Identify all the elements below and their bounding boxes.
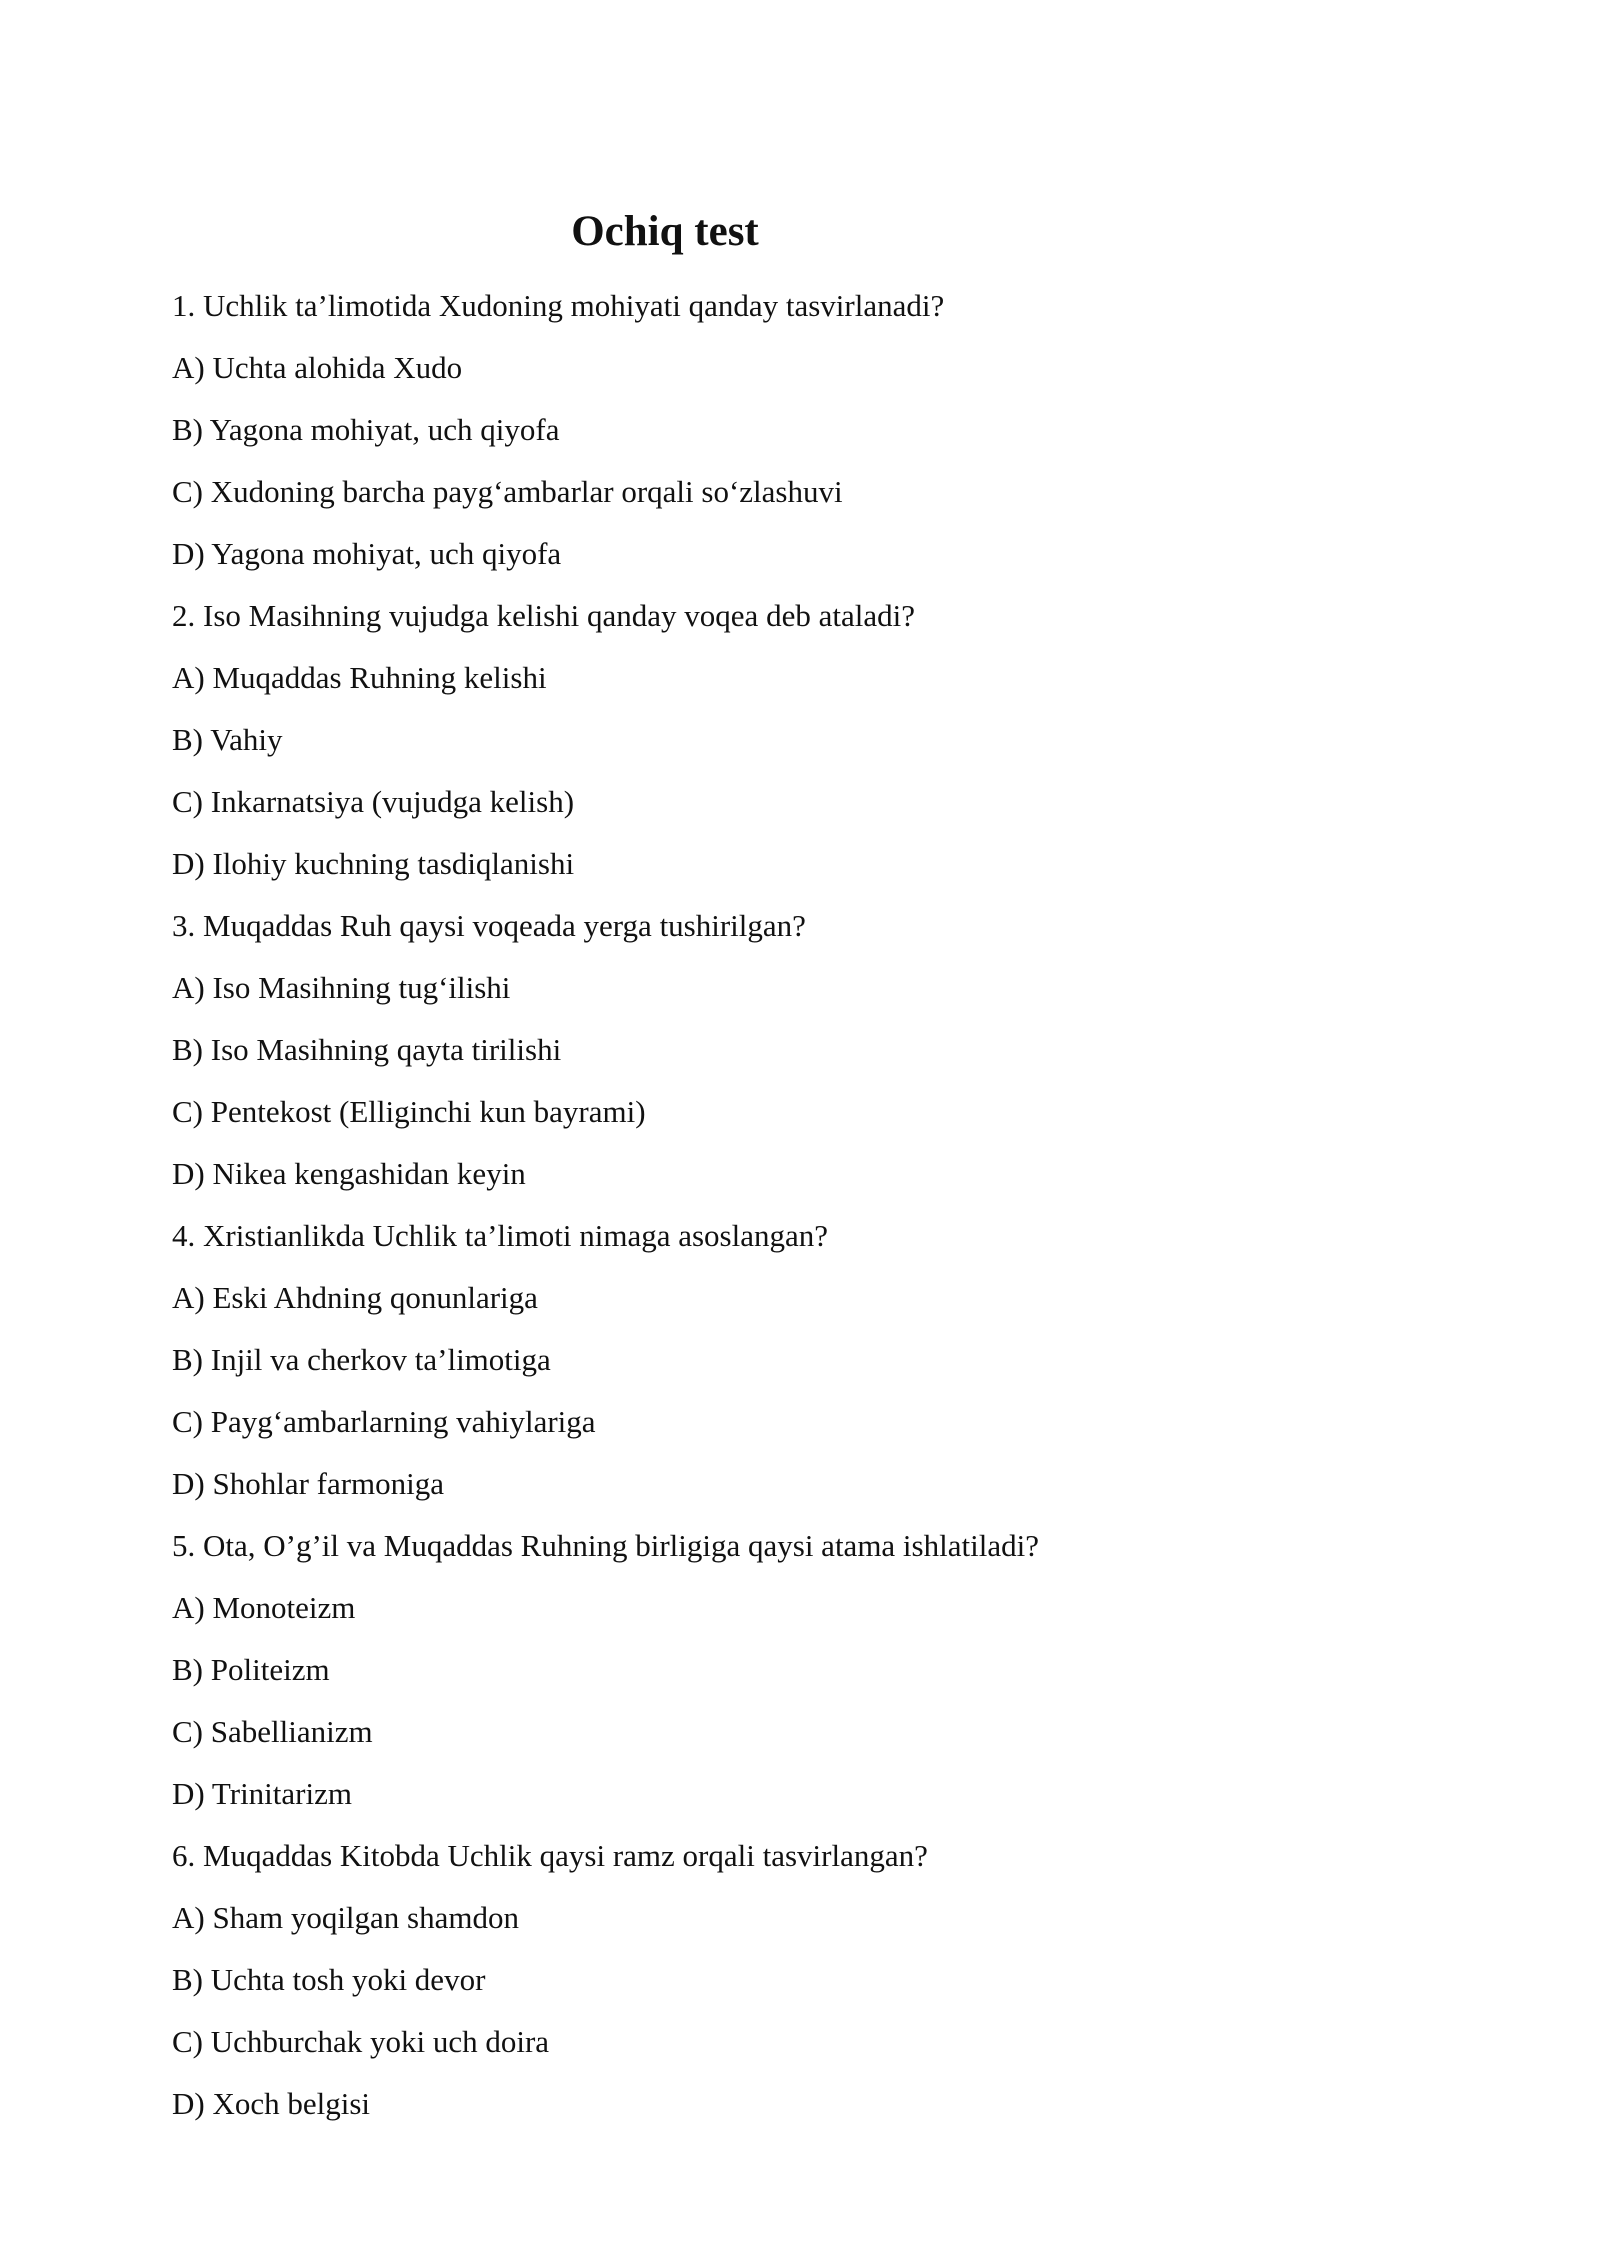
answer-option: D) Yagona mohiyat, uch qiyofa <box>172 536 562 571</box>
answer-option: B) Vahiy <box>172 722 283 757</box>
answer-option: D) Shohlar farmoniga <box>172 1466 445 1501</box>
answer-option: D) Nikea kengashidan keyin <box>172 1156 526 1191</box>
answer-option: C) Xudoning barcha payg‘ambarlar orqali so‘zlashuvi <box>172 474 843 509</box>
question-text: 3. Muqaddas Ruh qaysi voqeada yerga tushirilgan? <box>172 908 806 943</box>
answer-option: B) Injil va cherkov ta’limotiga <box>172 1342 551 1377</box>
answer-option: A) Iso Masihning tug‘ilishi <box>172 970 511 1005</box>
answer-option: A) Uchta alohida Xudo <box>172 350 463 385</box>
question-text: 4. Xristianlikda Uchlik ta’limoti nimaga asoslangan? <box>172 1218 829 1253</box>
answer-option: C) Pentekost (Elliginchi kun bayrami) <box>172 1094 646 1129</box>
answer-option: A) Monoteizm <box>172 1590 356 1625</box>
answer-option: B) Iso Masihning qayta tirilishi <box>172 1032 562 1067</box>
answer-option: D) Trinitarizm <box>172 1776 352 1811</box>
page-title: Ochiq test <box>571 208 759 255</box>
answer-option: B) Uchta tosh yoki devor <box>172 1962 486 1997</box>
answer-option: B) Yagona mohiyat, uch qiyofa <box>172 412 560 447</box>
answer-option: A) Muqaddas Ruhning kelishi <box>172 660 547 695</box>
question-text: 1. Uchlik ta’limotida Xudoning mohiyati qanday tasvirlanadi? <box>172 288 945 323</box>
answer-option: C) Payg‘ambarlarning vahiylariga <box>172 1404 596 1439</box>
question-list <box>172 275 1472 2135</box>
answer-option: A) Sham yoqilgan shamdon <box>172 1900 519 1935</box>
answer-option: D) Ilohiy kuchning tasdiqlanishi <box>172 846 575 881</box>
answer-option: B) Politeizm <box>172 1652 330 1687</box>
answer-option: D) Xoch belgisi <box>172 2086 371 2121</box>
answer-option: C) Inkarnatsiya (vujudga kelish) <box>172 784 575 819</box>
question-text: 2. Iso Masihning vujudga kelishi qanday voqea deb ataladi? <box>172 598 915 633</box>
answer-option: A) Eski Ahdning qonunlariga <box>172 1280 538 1315</box>
answer-option: C) Sabellianizm <box>172 1714 373 1749</box>
answer-option: C) Uchburchak yoki uch doira <box>172 2024 550 2059</box>
question-text: 6. Muqaddas Kitobda Uchlik qaysi ramz orqali tasvirlangan? <box>172 1838 928 1873</box>
question-text: 5. Ota, O’g’il va Muqaddas Ruhning birligiga qaysi atama ishlatiladi? <box>172 1528 1039 1563</box>
